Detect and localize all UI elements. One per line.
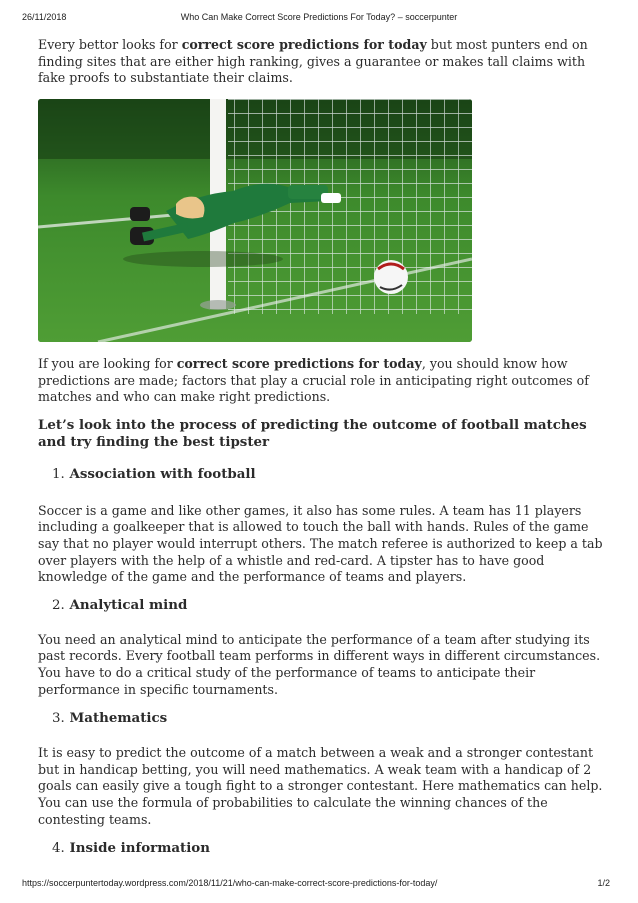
- print-header: [0, 12, 638, 24]
- article-body: [38, 37, 604, 95]
- goalkeeper-image: [38, 99, 472, 342]
- second-paragraph: If you are looking for correct score predictions for today, you should know how predictions are made; factors that play a crucial role in anticipating right outcomes of matches and who can make right predictions.: [38, 356, 589, 405]
- section-title: Inside information: [69, 840, 210, 857]
- list-number: 1.: [52, 466, 65, 482]
- list-number: 3.: [52, 711, 65, 727]
- section-body: It is easy to predict the outcome of a match between a weak and a stronger contestant but in handicap betting, you will need mathematics. A weak team with a handicap of 2 goals can easily give a tough fight to a stronger contestant. Here mathematics can help. You can use the formula of probabilities to calculate the winning chances of the contesting teams.: [38, 745, 603, 827]
- subheading: Let’s look into the process of predicting the outcome of football matches and try finding the best tipster: [38, 416, 587, 450]
- keyword-link-2[interactable]: correct score predictions for today: [176, 356, 422, 371]
- section-body: You need an analytical mind to anticipate the performance of a team after studying its past records. Every football team performs in different ways in different circumstances. You have to do a critical study of the performance of teams to anticipate their performance in specific tournaments.: [38, 631, 601, 697]
- page-url-link[interactable]: https://soccerpuntertoday.wordpress.com/2018/11/21/who-can-make-correct-score-predictions-for-today/: [22, 878, 438, 888]
- section-title: Mathematics: [69, 710, 168, 727]
- article-continued: [38, 356, 604, 858]
- list-item-2: [38, 594, 604, 615]
- list-number: 2.: [52, 597, 65, 613]
- section-title: Association with football: [69, 465, 256, 482]
- section-body: Soccer is a game and like other games, it also has some rules. A team has 11 players including a goalkeeper that is allowed to touch the ball with hands. Rules of the game say that no player would interrupt others. The match referee is authorized to keep a tab over players with the help of a whistle and red-card. A tipster has to have good knowledge of the game and the performance of teams and players.: [38, 502, 603, 585]
- page-number: 1/2: [597, 878, 610, 888]
- keyword-link[interactable]: correct score predictions for today: [181, 37, 427, 52]
- goalkeeper-photo: [38, 99, 472, 342]
- print-page-title: Who Can Make Correct Score Predictions For Today? – soccerpunter: [180, 12, 458, 22]
- list-item-3: [38, 707, 604, 728]
- intro-paragraph: Every bettor looks for correct score predictions for today but most punters end on finding sites that are either high ranking, gives a guarantee or makes tall claims with fake proofs to substantiate their claims.: [38, 37, 588, 86]
- section-title: Analytical mind: [69, 596, 188, 613]
- list-item-4: [38, 837, 604, 858]
- list-number: 4.: [52, 841, 65, 857]
- list-item-1: [38, 463, 604, 484]
- print-date: 26/11/2018: [22, 12, 67, 22]
